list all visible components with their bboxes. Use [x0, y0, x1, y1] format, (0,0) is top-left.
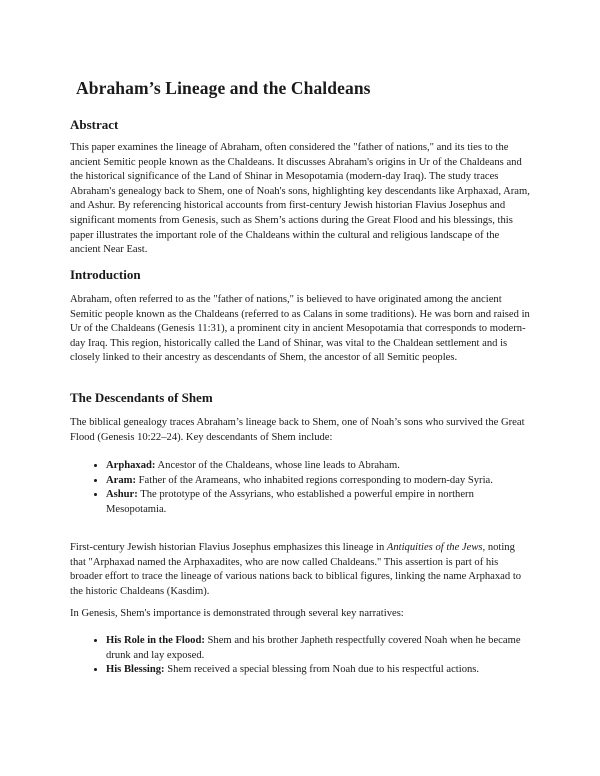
list-item-term: Arphaxad: [106, 460, 156, 471]
list-item [106, 474, 532, 489]
josephus-text-pre: First-century Jewish historian Flavius Josephus emphasizes this lineage in [70, 542, 387, 553]
list-item-term: Aram: [106, 474, 137, 486]
list-item-text: Ancestor of the Chaldeans, whose line leads to Abraham. [155, 460, 400, 471]
josephus-text-post: , noting that "Arphaxad named the Arphaxadites, who are now called Chaldeans." This assertion is part of his broader effort to trace the lineage of various nations back to biblical figures, linking the name Arphaxad to the historic Chaldeans (Kasdim). [70, 542, 522, 597]
introduction-heading-block [70, 267, 532, 283]
list-item-text: Father of the Arameans, who inhabited regions corresponding to modern-day Syria. [136, 474, 493, 486]
narratives-list-block [70, 634, 532, 678]
list-item-term: Ashur: [106, 489, 138, 501]
list-item-text: Shem received a special blessing from Noah due to his respectful actions. [164, 664, 480, 676]
descendants-heading-block [70, 390, 532, 406]
descendants-list [70, 459, 532, 517]
descendants-intro: The biblical genealogy traces Abraham’s lineage back to Shem, one of Noah’s sons who survived the Great Flood (Genesis 10:22–24). Key descendants of Shem include: [70, 417, 525, 443]
list-item [106, 663, 532, 678]
genesis-intro: In Genesis, Shem's importance is demonstrated through several key narratives: [70, 608, 404, 619]
list-item [106, 459, 532, 474]
abstract-section [70, 141, 532, 258]
introduction-section [70, 293, 532, 366]
descendants-intro-block [70, 416, 532, 445]
abstract-heading-block [70, 117, 532, 133]
introduction-heading: Introduction [70, 267, 141, 282]
introduction-text: Abraham, often referred to as the "father of nations," is believed to have originated among the ancient Semitic people known as the Chaldeans (referred to as Calans in some traditions). He was born and raised in Ur of the Chaldeans (Genesis 11:31), a prominent city in ancient Mesopotamia that corresponds to modern-day Iraq. This region, historically called the Land of Shinar, was vital to the Chaldean settlement and is closely linked to their ancestry as descendants of Shem, the ancestor of all Semitic peoples. [70, 294, 530, 364]
abstract-heading: Abstract [70, 117, 119, 132]
josephus-block [70, 541, 532, 599]
list-item-text: The prototype of the Assyrians, who established a powerful empire in northern Mesopotamia. [106, 489, 474, 515]
descendants-heading: The Descendants of Shem [70, 390, 213, 405]
book-title: Antiquities of the Jews [386, 542, 483, 553]
list-item-term: His Blessing: [106, 664, 165, 676]
genesis-intro-block [70, 607, 532, 622]
descendants-list-block [70, 459, 532, 517]
narratives-list [70, 634, 532, 678]
josephus-paragraph [70, 541, 532, 599]
paper-title: Abraham’s Lineage and the Chaldeans [76, 78, 371, 98]
abstract-text: This paper examines the lineage of Abraham, often considered the "father of nations," and its ties to the ancient Semitic people known as the Chaldeans. It discusses Abraham's origins in Ur of the Chaldeans and the historical significance of the Land of Shinar in Mesopotamia (modern-day Iraq). The study traces Abraham's genealogy back to Shem, one of Noah's sons, highlighting key descendants like Arphaxad, Aram, and Ashur. By referencing historical accounts from first-century Jewish historian Flavius Josephus and significant moments from Genesis, such as Shem’s actions during the Great Flood and his blessings, this paper illustrates the important role of the Chaldeans within the cultural and religious landscape of the ancient Near East. [70, 142, 530, 256]
list-item [106, 488, 532, 517]
list-item-term: His Role in the Flood: [106, 635, 205, 646]
list-item-text: Shem and his brother Japheth respectfully covered Noah when he became drunk and lay exposed. [106, 635, 521, 661]
list-item [106, 634, 532, 663]
